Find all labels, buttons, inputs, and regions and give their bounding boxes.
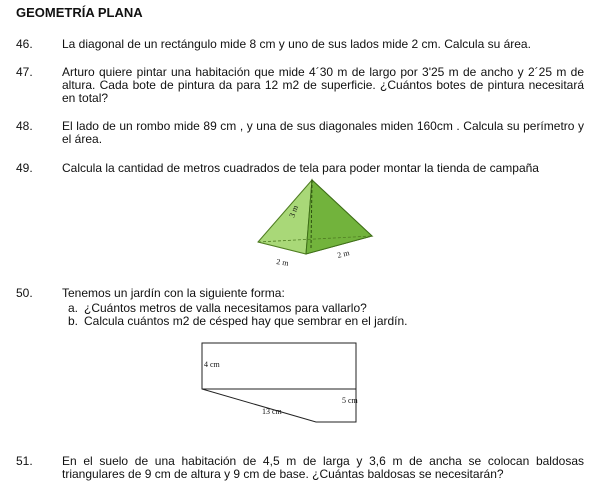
- problem-text: En el suelo de una habitación de 4,5 m de larga y 3,6 m de ancha se colocan baldosas triangulares de 9 cm de altura y 9 cm de base. ¿Cuántas baldosas se necesitarán?: [62, 454, 584, 481]
- problem-number: 49.: [16, 161, 33, 175]
- subitem-a: [68, 301, 367, 315]
- problem-number: 47.: [16, 65, 33, 79]
- problem-number: 46.: [16, 37, 33, 51]
- subitem-text: ¿Cuántos metros de valla necesitamos para vallarlo?: [84, 301, 367, 315]
- garden-label-right: 5 cm: [342, 396, 358, 405]
- garden-label-bottom: 13 cm: [262, 407, 282, 416]
- problem-text: Tenemos un jardín con la siguiente forma:: [62, 286, 285, 300]
- pyramid-height-label: 3 m: [287, 204, 301, 219]
- garden-label-top: 4 cm: [204, 360, 220, 369]
- problem-number: 51.: [16, 454, 33, 468]
- subitem-label: a.: [68, 301, 79, 315]
- page-title: GEOMETRÍA PLANA: [16, 5, 143, 20]
- subitem-label: b.: [68, 314, 79, 328]
- problem-text: Calcula la cantidad de metros cuadrados de tela para poder montar la tienda de campaña: [62, 161, 539, 175]
- problem-text: Arturo quiere pintar una habitación que mide 4´30 m de largo por 3'25 m de ancho y 2´25 m de altura. Cada bote de pintura da para 12 m2 de superficie. ¿Cuántos botes de pintura necesitará en total?: [62, 65, 584, 105]
- problem-number: 48.: [16, 119, 33, 133]
- problem-text: La diagonal de un rectángulo mide 8 cm y uno de sus lados mide 2 cm. Calcula su área.: [62, 37, 531, 51]
- pyramid-figure: [250, 178, 380, 270]
- pyramid-base-label-2: 2 m: [336, 248, 351, 260]
- subitem-b: [68, 314, 408, 328]
- problem-number: 50.: [16, 286, 33, 300]
- pyramid-base-label-1: 2 m: [275, 257, 290, 268]
- problem-text: El lado de un rombo mide 89 cm , y una de sus diagonales miden 160cm . Calcula su perímetro y el área.: [62, 119, 584, 146]
- garden-figure: [198, 340, 364, 428]
- subitem-text: Calcula cuántos m2 de césped hay que sembrar en el jardín.: [84, 314, 408, 328]
